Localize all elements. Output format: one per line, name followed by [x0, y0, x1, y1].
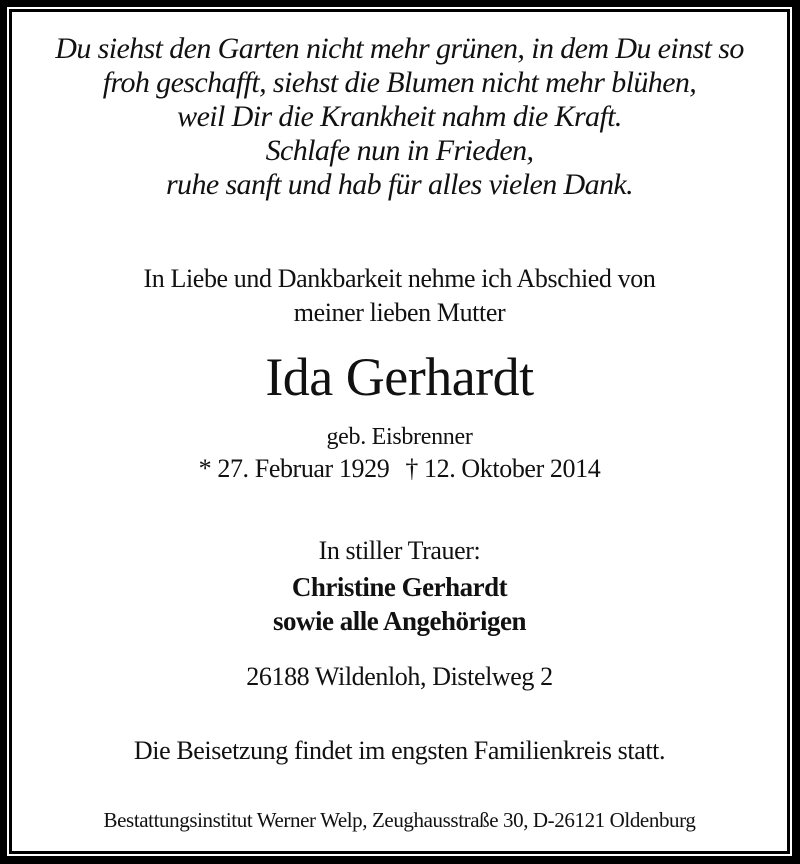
birth-date: * 27. Februar 1929 — [198, 454, 390, 483]
poem-line: Du siehst den Garten nicht mehr grünen, in dem Du einst so — [55, 32, 744, 65]
poem-line: froh geschafft, siehst die Blumen nicht mehr blühen, — [102, 66, 697, 99]
deceased-name: Ida Gerhardt — [265, 347, 534, 407]
mourners-heading: In stiller Trauer: — [318, 536, 481, 565]
poem-line: weil Dir die Krankheit nahm die Kraft. — [177, 100, 622, 133]
intro-line: In Liebe und Dankbarkeit nehme ich Abschied von — [143, 264, 656, 293]
obituary-notice — [12, 12, 787, 851]
mourner-address: 26188 Wildenloh, Distelweg 2 — [246, 662, 553, 691]
intro-line: meiner lieben Mutter — [293, 298, 506, 327]
mourner-name: sowie alle Angehörigen — [273, 606, 526, 636]
mourner-name: Christine Gerhardt — [291, 572, 508, 602]
poem-line: ruhe sanft und hab für alles vielen Dank. — [165, 168, 633, 201]
poem-line: Schlafe nun in Frieden, — [265, 134, 534, 167]
burial-notice: Die Beisetzung findet im engsten Familienkreis statt. — [133, 736, 666, 765]
birth-name: geb. Eisbrenner — [326, 424, 473, 450]
life-dates — [12, 454, 787, 484]
death-date: † 12. Oktober 2014 — [405, 454, 601, 483]
funeral-home: Bestattungsinstitut Werner Welp, Zeughausstraße 30, D-26121 Oldenburg — [103, 808, 696, 832]
